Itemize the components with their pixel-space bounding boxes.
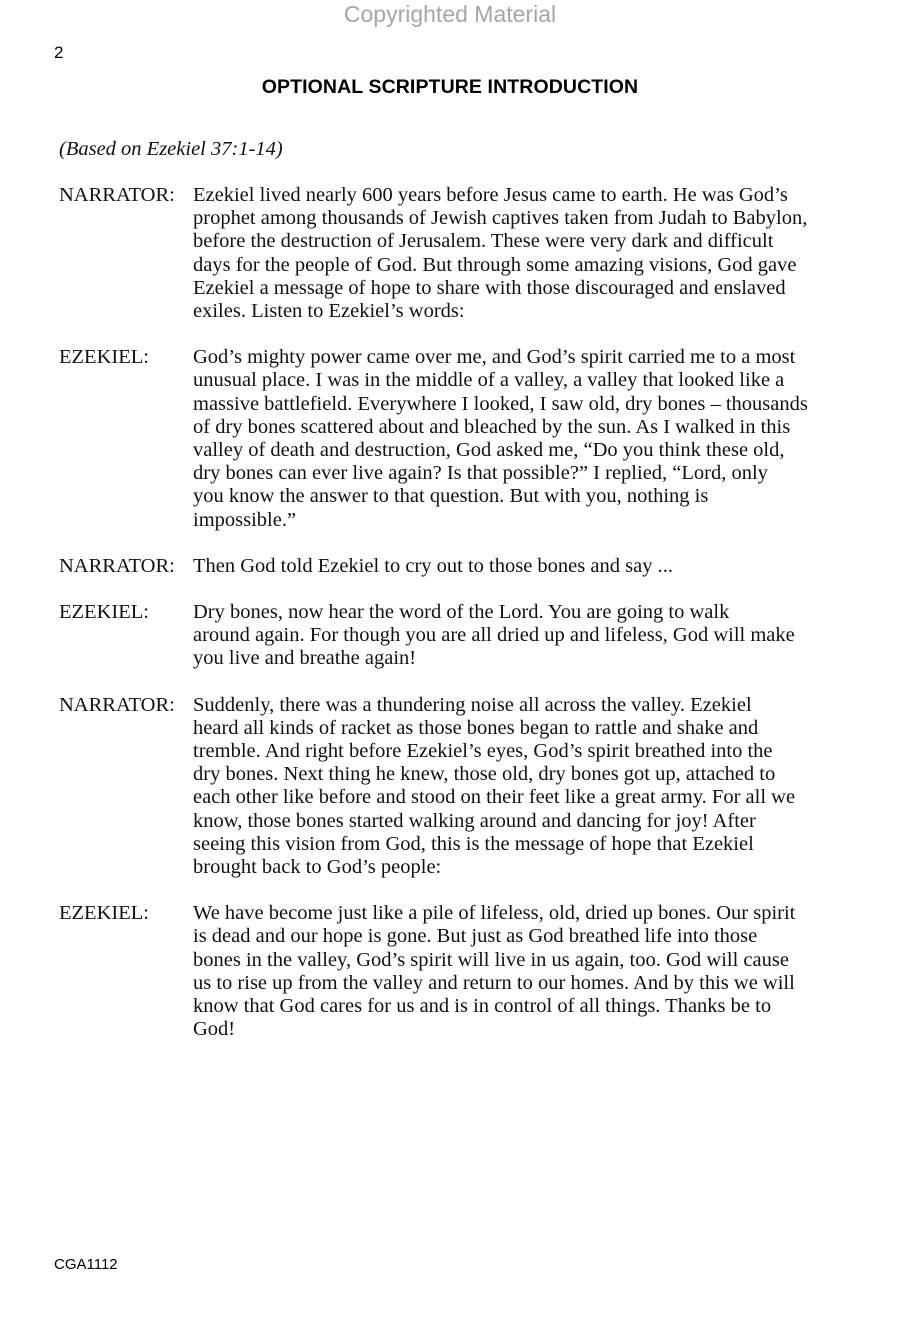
- speech-text: God’s mighty power came over me, and God’s spirit carried me to a most unusual place. I was in the middle of a valley, a valley that looked like a massive battlefield. Everywhere I looked, I saw old, dry bones – thousands of dry bones scattered about and bleached by the sun. As I walked in this valley of death and destruction, God asked me, “Do you think these old, dry bones can ever live again? Is that possible?” I replied, “Lord, only you know the answer to that question. But with you, nothing is impossible.”: [193, 346, 808, 531]
- speech-text: Ezekiel lived nearly 600 years before Jesus came to earth. He was God’s prophet among thousands of Jewish captives taken from Judah to Babylon, before the destruction of Jerusalem. These were very dark and difficult days for the people of God. But through some amazing visions, God gave Ezekiel a message of hope to share with those discouraged and enslaved exiles. Listen to Ezekiel’s words:: [193, 184, 808, 323]
- speech-block: [59, 694, 859, 880]
- speech-text: Dry bones, now hear the word of the Lord. You are going to walk around again. For though you are all dried up and lifeless, God will make you live and breathe again!: [193, 601, 795, 670]
- speaker-label: EZEKIEL:: [59, 346, 149, 369]
- speaker-label: NARRATOR:: [59, 554, 175, 577]
- script-body: [59, 184, 859, 1065]
- page-title: OPTIONAL SCRIPTURE INTRODUCTION: [261, 76, 639, 98]
- product-code: CGA1112: [54, 1256, 118, 1273]
- speech-text: We have become just like a pile of lifeless, old, dried up bones. Our spirit is dead and our hope is gone. But just as God breathed life into those bones in the valley, God’s spirit will live in us again, too. God will cause us to rise up from the valley and return to our homes. And by this we will know that God cares for us and is in control of all things. Thanks be to God!: [193, 902, 796, 1041]
- speech-block: [59, 902, 859, 1041]
- speech-block: [59, 184, 859, 323]
- speaker-label: EZEKIEL:: [59, 902, 149, 925]
- speech-text: Suddenly, there was a thundering noise all across the valley. Ezekiel heard all kinds of racket as those bones began to rattle and shake and tremble. And right before Ezekiel’s eyes, God’s spirit breathed into the dry bones. Next thing he knew, those old, dry bones got up, attached to each other like before and stood on their feet like a great army. For all we know, those bones started walking around and dancing for joy! After seeing this vision from God, this is the message of hope that Ezekiel brought back to God’s people:: [193, 693, 796, 879]
- speech-block: [59, 555, 859, 578]
- speaker-label: EZEKIEL:: [59, 601, 149, 624]
- scripture-reference: (Based on Ezekiel 37:1-14): [59, 138, 283, 160]
- copyright-watermark: Copyrighted Material: [343, 1, 557, 27]
- speech-text: Then God told Ezekiel to cry out to those bones and say ...: [193, 554, 673, 577]
- speech-block: [59, 601, 859, 671]
- speaker-label: NARRATOR:: [59, 184, 175, 206]
- page-number: 2: [54, 43, 64, 62]
- speaker-label: NARRATOR:: [59, 693, 175, 716]
- speech-block: [59, 346, 859, 532]
